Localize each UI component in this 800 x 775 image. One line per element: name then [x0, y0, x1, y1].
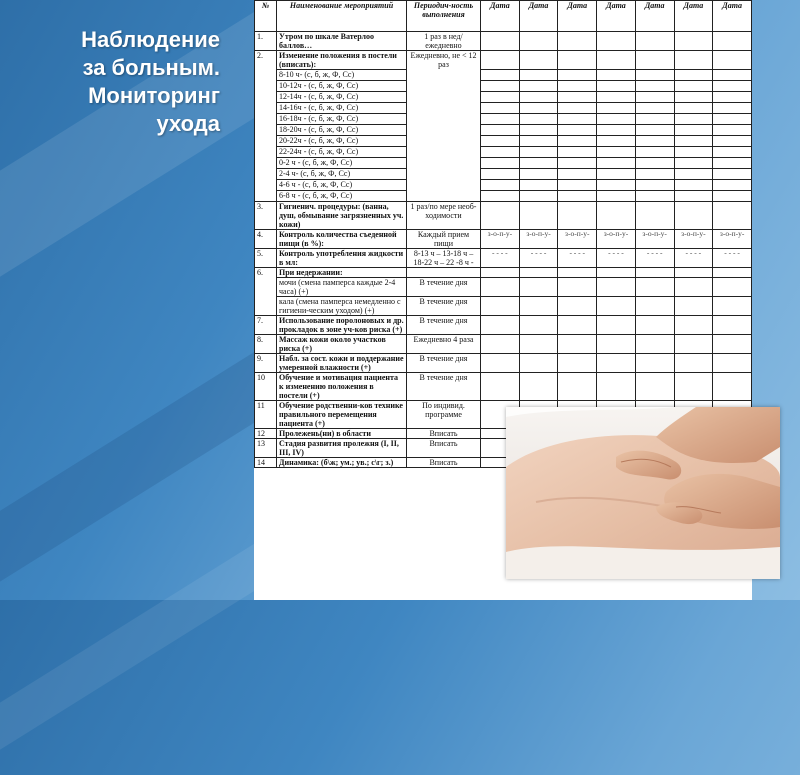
date-cell	[519, 297, 558, 316]
date-cell	[635, 32, 674, 51]
date-cell	[713, 125, 752, 136]
date-cell	[597, 268, 636, 278]
date-code-cell: - - - -	[519, 249, 558, 268]
date-cell	[481, 51, 520, 70]
date-cell	[558, 354, 597, 373]
date-cell	[635, 70, 674, 81]
date-cell	[481, 316, 520, 335]
date-cell	[674, 335, 713, 354]
header-periodicity: Периодич-ность выполнения	[407, 1, 481, 32]
date-cell	[558, 202, 597, 230]
date-cell	[481, 92, 520, 103]
table-subrow	[255, 278, 752, 297]
date-cell	[597, 103, 636, 114]
date-cell	[558, 32, 597, 51]
subrow-activity: 10-12ч - (с, б, ж, Ф, Сс)	[277, 81, 407, 92]
row-activity: Набл. за сост. кожи и поддержание умеренной влажности (+)	[277, 354, 407, 373]
date-cell	[635, 191, 674, 202]
date-cell	[713, 147, 752, 158]
date-cell	[713, 114, 752, 125]
row-number: 2.	[255, 51, 277, 202]
date-cell	[713, 354, 752, 373]
date-cell	[558, 51, 597, 70]
row-number: 14	[255, 458, 277, 468]
date-cell	[713, 297, 752, 316]
row-number: 11	[255, 401, 277, 429]
row-number: 6.	[255, 268, 277, 316]
date-cell	[674, 278, 713, 297]
date-cell	[481, 158, 520, 169]
row-number: 5.	[255, 249, 277, 268]
table-row	[255, 335, 752, 354]
date-cell	[674, 316, 713, 335]
date-cell	[635, 114, 674, 125]
table-row	[255, 230, 752, 249]
table-subrow	[255, 169, 752, 180]
date-code-cell: - - - -	[597, 249, 636, 268]
date-cell	[481, 373, 520, 401]
date-cell	[713, 81, 752, 92]
date-cell	[597, 158, 636, 169]
date-cell	[713, 180, 752, 191]
date-cell	[597, 114, 636, 125]
date-cell	[481, 169, 520, 180]
row-activity: Утром по шкале Ватерлоо баллов…	[277, 32, 407, 51]
subrow-activity: 0-2 ч - (с, б, ж, Ф, Сс)	[277, 158, 407, 169]
row-periodicity: 1 раз в нед/ ежедневно	[407, 32, 481, 51]
row-activity: Динамика: (б\ж; ум.; ув.; с\г; з.)	[277, 458, 407, 468]
date-code-cell: - - - -	[713, 249, 752, 268]
date-cell	[674, 125, 713, 136]
date-cell	[597, 278, 636, 297]
date-code-cell: з-о-п-у-	[674, 230, 713, 249]
date-cell	[558, 158, 597, 169]
subrow-activity: 2-4 ч- (с, б, ж, Ф, Сс)	[277, 169, 407, 180]
date-cell	[713, 169, 752, 180]
date-cell	[558, 268, 597, 278]
date-cell	[558, 147, 597, 158]
row-periodicity: Вписать	[407, 439, 481, 458]
date-cell	[597, 70, 636, 81]
header-num: №	[255, 1, 277, 32]
date-cell	[597, 316, 636, 335]
row-number: 13	[255, 439, 277, 458]
date-cell	[519, 169, 558, 180]
subrow-activity: 12-14ч - (с, б, ж, Ф, Сс)	[277, 92, 407, 103]
row-periodicity: Каждый прием пищи	[407, 230, 481, 249]
date-cell	[674, 268, 713, 278]
row-activity: Гигиенич. процедуры: (ванна, душ, обмывание загрязненных уч. кожи)	[277, 202, 407, 230]
row-activity: Изменение положения в постели (вписать):	[277, 51, 407, 70]
date-cell	[674, 297, 713, 316]
date-cell	[519, 32, 558, 51]
row-number: 1.	[255, 32, 277, 51]
date-cell	[713, 158, 752, 169]
date-cell	[519, 373, 558, 401]
date-cell	[597, 125, 636, 136]
table-subrow	[255, 103, 752, 114]
row-activity: Обучение родственни-ков технике правильного перемещения пациента (+)	[277, 401, 407, 429]
row-activity: Пролежень(ни) в области	[277, 429, 407, 439]
date-cell	[519, 103, 558, 114]
subrow-periodicity: В течение дня	[407, 278, 481, 297]
date-cell	[519, 202, 558, 230]
date-cell	[519, 191, 558, 202]
date-cell	[481, 297, 520, 316]
date-cell	[713, 268, 752, 278]
table-subrow	[255, 92, 752, 103]
slide-title-line: Наблюдение	[81, 27, 220, 52]
table-subrow	[255, 81, 752, 92]
subrow-activity: 22-24ч - (с, б, ж, Ф, Сс)	[277, 147, 407, 158]
table-header-row	[255, 1, 752, 32]
date-code-cell: - - - -	[481, 249, 520, 268]
date-cell	[519, 268, 558, 278]
date-code-cell: з-о-п-у-	[597, 230, 636, 249]
date-cell	[481, 136, 520, 147]
row-number: 12	[255, 429, 277, 439]
date-cell	[713, 51, 752, 70]
header-date: Дата	[597, 1, 636, 32]
date-cell	[635, 81, 674, 92]
row-periodicity: В течение дня	[407, 316, 481, 335]
date-cell	[519, 278, 558, 297]
date-cell	[481, 32, 520, 51]
table-row	[255, 268, 752, 278]
date-cell	[481, 125, 520, 136]
row-activity: При недержании:	[277, 268, 407, 278]
table-subrow	[255, 158, 752, 169]
date-cell	[481, 278, 520, 297]
subrow-activity: 20-22ч - (с, б, ж, Ф, Сс)	[277, 136, 407, 147]
slide-title-line: ухода	[156, 111, 220, 136]
care-monitoring-table	[254, 0, 752, 468]
date-cell	[713, 103, 752, 114]
row-periodicity: В течение дня	[407, 373, 481, 401]
table-row	[255, 249, 752, 268]
date-cell	[597, 191, 636, 202]
row-periodicity: Ежедневно, не < 12 раз	[407, 51, 481, 202]
date-cell	[713, 92, 752, 103]
date-cell	[558, 297, 597, 316]
date-code-cell: з-о-п-у-	[713, 230, 752, 249]
date-cell	[635, 202, 674, 230]
row-periodicity: 8-13 ч – 13-18 ч – 18-22 ч – 22 -8 ч -	[407, 249, 481, 268]
date-cell	[481, 70, 520, 81]
date-cell	[635, 335, 674, 354]
row-periodicity: Вписать	[407, 458, 481, 468]
row-activity: Контроль количества съеденной пищи (в %):	[277, 230, 407, 249]
date-cell	[558, 191, 597, 202]
subrow-activity: 14-16ч - (с, б, ж, Ф, Сс)	[277, 103, 407, 114]
date-cell	[713, 32, 752, 51]
row-activity: Использование поролоновых и др. прокладок в зоне уч-ков риска (+)	[277, 316, 407, 335]
header-activity: Наименование мероприятий	[277, 1, 407, 32]
table-row	[255, 373, 752, 401]
date-cell	[674, 169, 713, 180]
row-number: 10	[255, 373, 277, 401]
date-cell	[481, 114, 520, 125]
date-cell	[674, 202, 713, 230]
date-cell	[635, 373, 674, 401]
date-cell	[558, 169, 597, 180]
slide-title	[20, 26, 220, 138]
row-number: 4.	[255, 230, 277, 249]
table-row	[255, 354, 752, 373]
date-cell	[558, 70, 597, 81]
date-cell	[558, 373, 597, 401]
date-cell	[558, 103, 597, 114]
date-cell	[635, 136, 674, 147]
subrow-activity: кала (смена памперса немедленно с гигиени-ческим уходом) (+)	[277, 297, 407, 316]
header-date: Дата	[519, 1, 558, 32]
date-cell	[481, 354, 520, 373]
date-cell	[519, 316, 558, 335]
date-cell	[519, 51, 558, 70]
row-number: 7.	[255, 316, 277, 335]
date-cell	[674, 136, 713, 147]
date-cell	[558, 136, 597, 147]
date-code-cell: з-о-п-у-	[519, 230, 558, 249]
date-code-cell: з-о-п-у-	[558, 230, 597, 249]
date-cell	[674, 191, 713, 202]
date-cell	[635, 268, 674, 278]
subrow-activity: 16-18ч - (с, б, ж, Ф, Сс)	[277, 114, 407, 125]
date-cell	[674, 92, 713, 103]
header-date: Дата	[674, 1, 713, 32]
row-periodicity: По индивид. программе	[407, 401, 481, 429]
date-cell	[597, 147, 636, 158]
date-cell	[674, 147, 713, 158]
date-cell	[713, 202, 752, 230]
date-code-cell: - - - -	[674, 249, 713, 268]
date-cell	[519, 158, 558, 169]
date-cell	[674, 180, 713, 191]
row-number: 8.	[255, 335, 277, 354]
date-cell	[713, 278, 752, 297]
date-cell	[674, 373, 713, 401]
row-number: 3.	[255, 202, 277, 230]
date-cell	[519, 136, 558, 147]
date-code-cell: з-о-п-у-	[635, 230, 674, 249]
date-cell	[597, 51, 636, 70]
date-cell	[674, 81, 713, 92]
date-cell	[481, 180, 520, 191]
table-subrow	[255, 297, 752, 316]
date-cell	[597, 32, 636, 51]
date-code-cell: - - - -	[558, 249, 597, 268]
date-cell	[635, 180, 674, 191]
subrow-activity: 6-8 ч - (с, б, ж, Ф, Сс)	[277, 191, 407, 202]
date-cell	[558, 335, 597, 354]
row-periodicity: 1 раз/по мере необ-ходимости	[407, 202, 481, 230]
subrow-periodicity: В течение дня	[407, 297, 481, 316]
date-cell	[713, 373, 752, 401]
row-activity: Обучение и мотивация пациента к изменению положения в постели (+)	[277, 373, 407, 401]
date-cell	[558, 92, 597, 103]
date-cell	[674, 354, 713, 373]
row-activity: Стадия развития пролежня (I, II, III, IV)	[277, 439, 407, 458]
date-cell	[713, 335, 752, 354]
row-periodicity: Ежедневно 4 раза	[407, 335, 481, 354]
table-row	[255, 32, 752, 51]
date-cell	[635, 297, 674, 316]
date-cell	[597, 169, 636, 180]
date-cell	[519, 354, 558, 373]
date-cell	[481, 202, 520, 230]
subrow-activity: 4-6 ч - (с, б, ж, Ф, Сс)	[277, 180, 407, 191]
table-row	[255, 51, 752, 70]
date-cell	[558, 316, 597, 335]
table-row	[255, 202, 752, 230]
date-cell	[519, 81, 558, 92]
date-cell	[481, 268, 520, 278]
date-cell	[713, 136, 752, 147]
table-subrow	[255, 136, 752, 147]
row-activity: Массаж кожи около участков риска (+)	[277, 335, 407, 354]
date-cell	[597, 202, 636, 230]
table-subrow	[255, 70, 752, 81]
date-cell	[558, 180, 597, 191]
date-cell	[519, 125, 558, 136]
date-cell	[558, 278, 597, 297]
date-cell	[519, 335, 558, 354]
date-cell	[674, 51, 713, 70]
table-row	[255, 316, 752, 335]
subrow-activity: мочи (смена памперса каждые 2-4 часа) (+)	[277, 278, 407, 297]
date-cell	[635, 92, 674, 103]
date-cell	[635, 354, 674, 373]
back-massage-photo	[506, 407, 780, 579]
date-cell	[597, 335, 636, 354]
date-cell	[481, 191, 520, 202]
row-number: 9.	[255, 354, 277, 373]
date-cell	[597, 180, 636, 191]
date-cell	[597, 136, 636, 147]
date-cell	[519, 180, 558, 191]
date-cell	[481, 335, 520, 354]
date-cell	[558, 81, 597, 92]
row-periodicity: Вписать	[407, 429, 481, 439]
date-cell	[519, 92, 558, 103]
subrow-activity: 8-10 ч- (с, б, ж, Ф, Сс)	[277, 70, 407, 81]
date-cell	[674, 32, 713, 51]
date-cell	[597, 373, 636, 401]
date-cell	[519, 70, 558, 81]
date-cell	[635, 103, 674, 114]
header-date: Дата	[713, 1, 752, 32]
header-date: Дата	[558, 1, 597, 32]
massage-illustration	[506, 407, 780, 579]
date-cell	[635, 278, 674, 297]
table-subrow	[255, 191, 752, 202]
date-cell	[558, 125, 597, 136]
date-cell	[558, 114, 597, 125]
header-date: Дата	[481, 1, 520, 32]
date-cell	[635, 316, 674, 335]
date-code-cell: - - - -	[635, 249, 674, 268]
row-periodicity: В течение дня	[407, 354, 481, 373]
date-cell	[597, 92, 636, 103]
date-code-cell: з-о-п-у-	[481, 230, 520, 249]
table-subrow	[255, 125, 752, 136]
date-cell	[481, 147, 520, 158]
table-subrow	[255, 114, 752, 125]
date-cell	[674, 70, 713, 81]
table-subrow	[255, 147, 752, 158]
date-cell	[635, 147, 674, 158]
row-activity: Контроль употребления жидкости в мл:	[277, 249, 407, 268]
slide-title-line: Мониторинг	[88, 83, 220, 108]
date-cell	[635, 125, 674, 136]
date-cell	[597, 354, 636, 373]
date-cell	[519, 147, 558, 158]
date-cell	[674, 103, 713, 114]
header-date: Дата	[635, 1, 674, 32]
date-cell	[597, 297, 636, 316]
date-cell	[713, 191, 752, 202]
date-cell	[635, 51, 674, 70]
date-cell	[481, 103, 520, 114]
date-cell	[674, 158, 713, 169]
table-body	[255, 32, 752, 468]
table-subrow	[255, 180, 752, 191]
date-cell	[519, 114, 558, 125]
date-cell	[481, 81, 520, 92]
subrow-activity: 18-20ч - (с, б, ж, Ф, Сс)	[277, 125, 407, 136]
date-cell	[713, 70, 752, 81]
date-cell	[674, 114, 713, 125]
date-cell	[713, 316, 752, 335]
date-cell	[635, 158, 674, 169]
date-cell	[597, 81, 636, 92]
row-periodicity	[407, 268, 481, 278]
slide-title-line: за больным.	[82, 55, 220, 80]
date-cell	[635, 169, 674, 180]
